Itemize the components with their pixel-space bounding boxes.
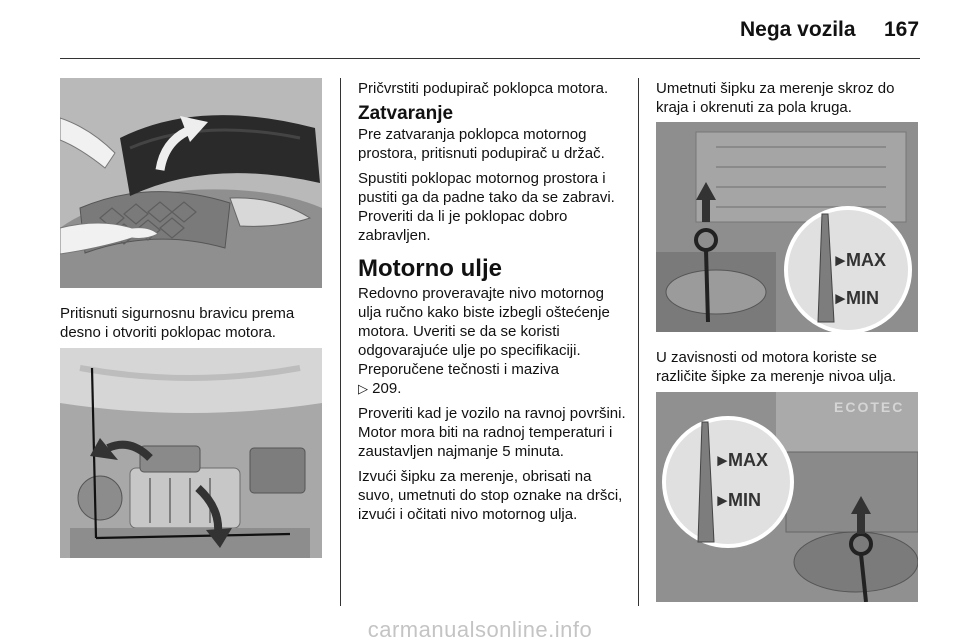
column-separator [340,78,341,606]
page-reference-arrow-icon: ▷ [358,381,368,396]
dipstick-insert-instruction: Umetnuti šipku za merenje skroz do kraja i okrenuti za pola kruga. [656,80,895,116]
engine-brand-label: ECOTEC [834,399,905,415]
max-mark-label: MAX [728,450,768,470]
svg-text:►: ► [714,491,731,510]
engine-bay-open-illustration [60,348,322,558]
max-mark-label: MAX [846,250,886,270]
header-rule [60,58,920,59]
dipstick-variants-note: U zavisnosti od motora koriste se različite šipke za merenje nivoa ulja. [656,349,897,385]
dipstick-illustration-2 [656,392,918,602]
oil-check-reference [358,379,626,398]
prop-rod-instruction: Pričvrstiti podupirač poklopca motora. [358,80,609,97]
svg-text:►: ► [832,289,849,308]
hood-release-caption: Pritisnuti sigurnosnu bravicu prema desno i otvoriti poklopac motora. [60,305,295,341]
min-mark-label: MIN [846,288,879,308]
hood-open-illustration [60,78,322,288]
column-separator [638,78,639,606]
oil-check-conditions: Proveriti kad je vozilo na ravnoj površini. Motor mora biti na radnoj temperaturi i zaustavljen najmanje 5 minuta. [358,405,626,460]
closing-instruction-2: Spustiti poklopac motornog prostora i pustiti ga da padne tako da se zabravi. Proveriti da li je poklopac dobro zabravljen. [358,170,615,244]
watermark-text: carmanualsonline.info [367,617,593,642]
svg-text:►: ► [714,451,731,470]
page-reference[interactable]: 209. [372,380,402,397]
svg-text:►: ► [832,251,849,270]
engine-oil-heading: Motorno ulje [358,255,502,282]
closing-heading: Zatvaranje [358,103,454,124]
dipstick-illustration-1 [656,122,918,332]
dipstick-instruction: Izvući šipku za merenje, obrisati na suvo, umetnuti do stop oznake na dršci, izvući i očitati nivo motornog ulja. [358,468,623,523]
page-number: 167 [884,18,920,41]
min-mark-label: MIN [728,490,761,510]
column-2-text [358,79,626,530]
page-header-title: Nega vozila [740,18,856,41]
closing-instruction-1: Pre zatvaranja poklopca motornog prostora, pritisnuti podupirač u držač. [358,126,605,162]
oil-check-intro: Redovno proveravajte nivo motornog ulja ručno kako biste izbegli oštećenje motora. Uveriti se da se koristi odgovarajuće ulje po specifikaciji. Preporučene tečnosti i maziva [358,285,610,378]
